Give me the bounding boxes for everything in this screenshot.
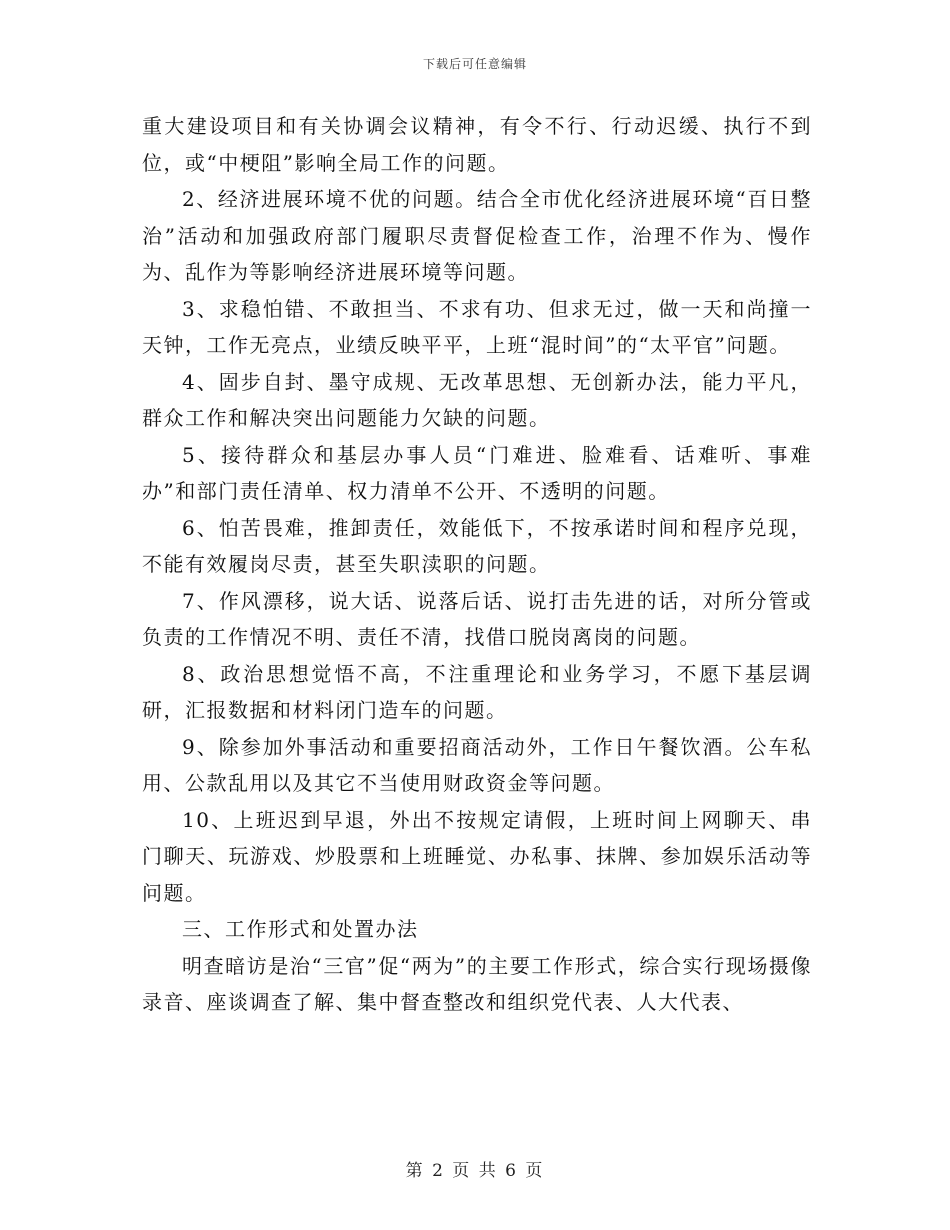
paragraph-9: 9、除参加外事活动和重要招商活动外，工作日午餐饮酒。公车私用、公款乱用以及其它不当使用财政资金等问题。 [142,734,812,795]
paragraph-12: 明查暗访是治“三官”促“两为”的主要工作形式，综合实行现场摄像录音、座谈调查了解、集中督查整改和组织党代表、人大代表、 [142,953,812,1014]
paragraph-8: 8、政治思想觉悟不高，不注重理论和业务学习，不愿下基层调研，汇报数据和材料闭门造车的问题。 [142,661,812,722]
paragraph-5: 5、接待群众和基层办事人员“门难进、脸难看、话难听、事难办”和部门责任清单、权力清单不公开、不透明的问题。 [142,442,812,503]
section-heading: 三、工作形式和处置办法 [182,917,419,941]
paragraph-4: 4、固步自封、墨守成规、无改革思想、无创新办法，能力平凡，群众工作和解决突出问题能力欠缺的问题。 [142,369,812,430]
paragraph-1: 重大建设项目和有关协调会议精神，有令不行、行动迟缓、执行不到位，或“中梗阻”影响全局工作的问题。 [142,114,812,175]
page-footer: 第 2 页 共 6 页 [405,1161,545,1181]
paragraph-6: 6、怕苦畏难，推卸责任，效能低下，不按承诺时间和程序兑现，不能有效履岗尽责，甚至失职渎职的问题。 [142,515,812,576]
paragraph-2: 2、经济进展环境不优的问题。结合全市优化经济进展环境“百日整治”活动和加强政府部门履职尽责督促检查工作，治理不作为、慢作为、乱作为等影响经济进展环境等问题。 [142,187,812,284]
page-header: 下载后可任意编辑 [422,57,527,71]
paragraph-3: 3、求稳怕错、不敢担当、不求有功、但求无过，做一天和尚撞一天钟，工作无亮点，业绩反映平平，上班“混时间”的“太平官”问题。 [142,296,812,357]
paragraph-7: 7、作风漂移，说大话、说落后话、说打击先进的话，对所分管或负责的工作情况不明、责任不清，找借口脱岗离岗的问题。 [142,588,812,649]
document-body [142,108,812,1021]
paragraph-10: 10、上班迟到早退，外出不按规定请假，上班时间上网聊天、串门聊天、玩游戏、炒股票和上班睡觉、办私事、抹牌、参加娱乐活动等问题。 [142,807,812,905]
